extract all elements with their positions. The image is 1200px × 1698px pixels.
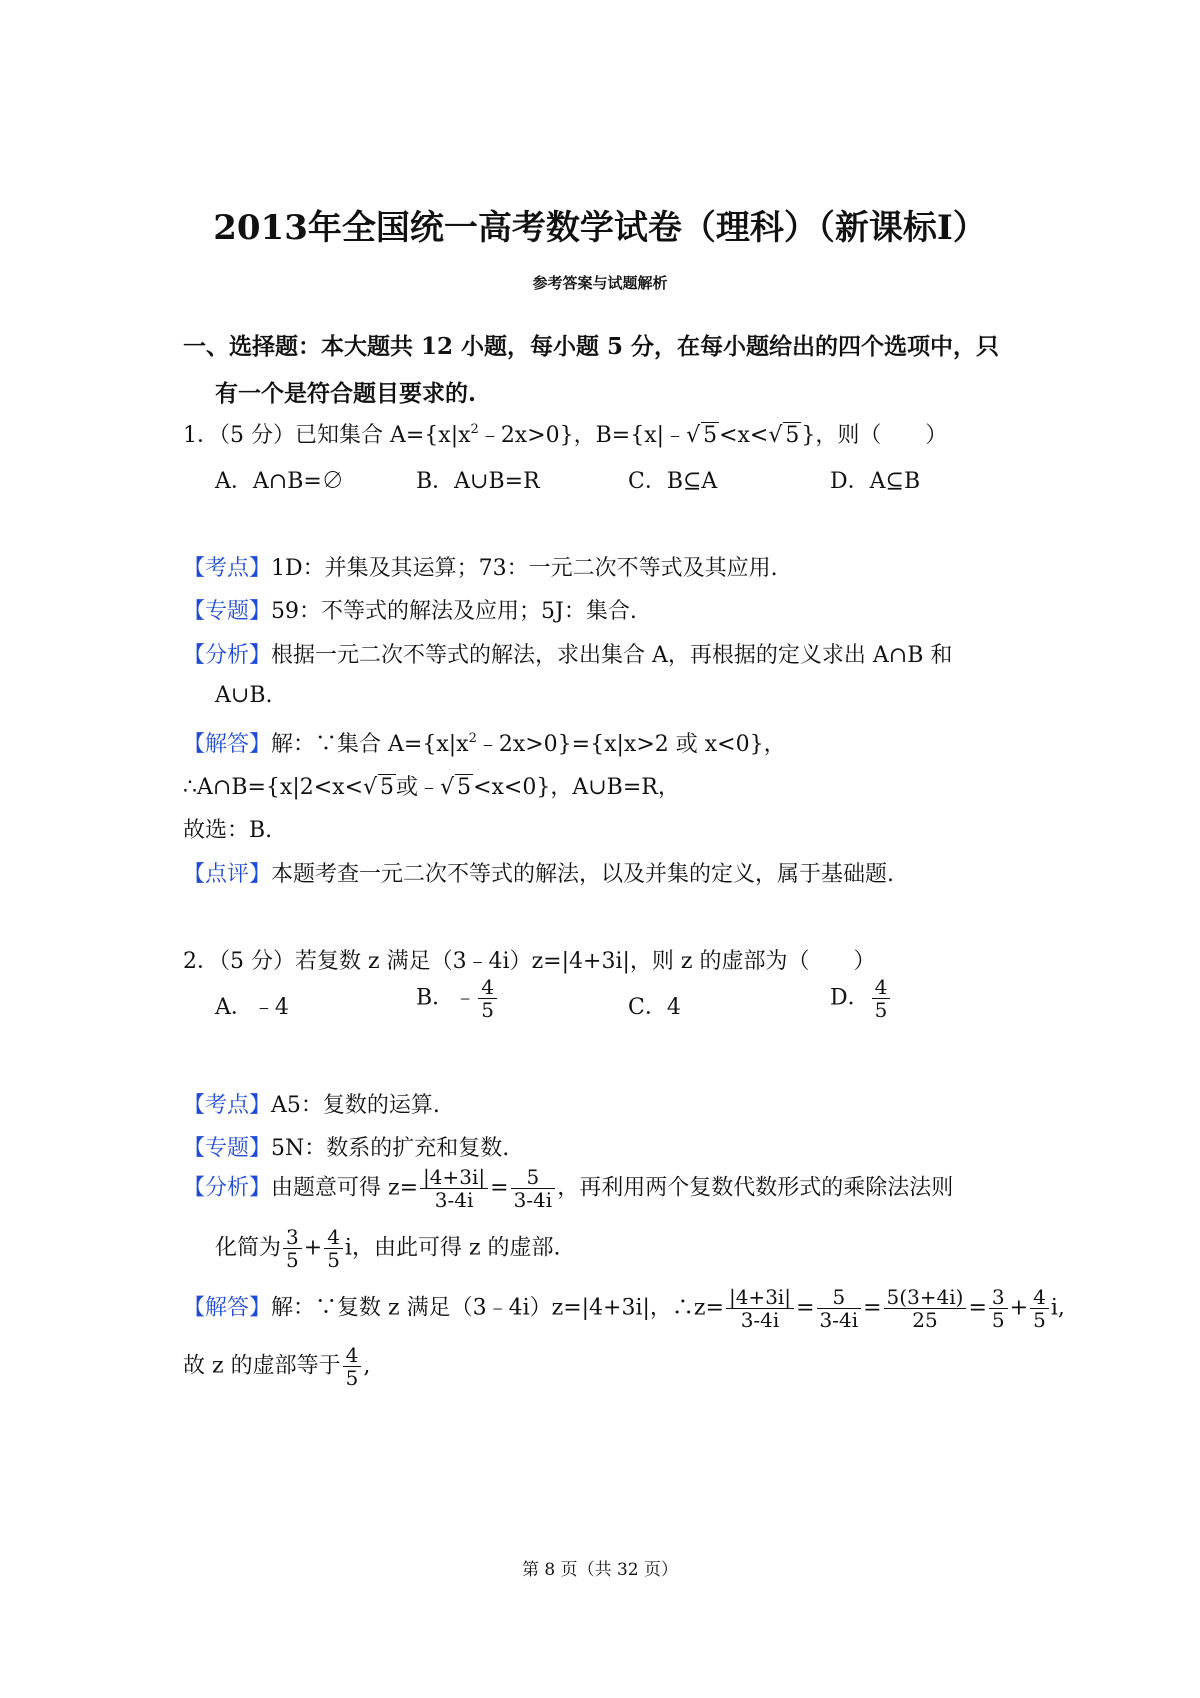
sqrt-5: 5 [785,423,800,448]
page-subtitle: 参考答案与试题解析 [532,274,668,292]
q2-option-c: C．4 [628,995,681,1020]
q2-option-a: A．﹣4 [215,995,289,1020]
q1-fenxi-cont: A∪B. [215,683,273,708]
q2-fenxi: 【分析】由题意可得 z= $\frac{|4+3i|}{3-4i}$ = $\frac{5}{3-4i}$ ，再利用两个复数代数形式的乘除法法则 [183,1165,954,1212]
section-heading-line2: 有一个是符合题目要求的. [215,380,477,407]
q2-jieda-line2: 故 z 的虚部等于 $\frac{4}{5}$ , [183,1343,371,1390]
page-number: 第 8 页（共 32 页） [521,1560,679,1580]
q1-option-c: C．B⊆A [628,469,718,494]
q2-jieda: 【解答】解：∵复数 z 满足（3﹣4i）z=|4+3i|，∴z= $\frac{|4+3i|}{3-4i}$ = $\frac{5}{3-4i}$ = $\frac{5(3+4i)}{25}$ = $\frac{3}{5}$ + $\frac{4}{5}$ i, [183,1285,1065,1332]
q2-option-d: D． $\frac{4}{5}$ [830,976,892,1021]
q1-option-b: B．A∪B=R [416,469,540,494]
q1-fenxi: 【分析】根据一元二次不等式的解法，求出集合 A，再根据的定义求出 A∩B 和 [183,643,953,668]
q1-kaodian: 【考点】1D：并集及其运算；73：一元二次不等式及其应用. [183,556,778,581]
q2-fenxi-cont: 化简为 $\frac{3}{5}$ + $\frac{4}{5}$ i，由此可得 z 的虚部. [215,1225,561,1272]
q2-option-b: B．﹣ $\frac{4}{5}$ [416,976,499,1021]
section-heading-line1: 一、选择题：本大题共 12 小题，每小题 5 分，在每小题给出的四个选项中，只 [183,333,1000,360]
q1-jieda: 【解答】解：∵集合 $A=\{x|x^2﹣2x>0\}=\{x|x>2$ 或 x<0}， [183,731,786,757]
q1-option-d: D．A⊆B [830,469,921,494]
q1-stem: 1．（5 分）已知集合 $A=\{x|x^2﹣2x>0\}$，B={x|﹣√ 5<x<√ 5}，则（ ） [183,422,948,448]
q1-option-a: A．A∩B=∅ [215,469,344,494]
q2-zhuanti: 【专题】5N：数系的扩充和复数. [183,1136,510,1161]
sqrt-5: 5 [703,423,718,448]
q1-dianping: 【点评】本题考查一元二次不等式的解法，以及并集的定义，属于基础题. [183,862,895,887]
q2-stem: 2．（5 分）若复数 z 满足（3﹣4i）z=|4+3i|，则 z 的虚部为（ ） [183,949,876,974]
q1-zhuanti: 【专题】59：不等式的解法及应用；5J：集合. [183,599,637,624]
q2-kaodian: 【考点】A5：复数的运算. [183,1093,440,1118]
q1-jieda-line2: ∴A∩B={x|2<x<√ 5或﹣√ 5<x<0}，A∪B=R， [183,775,680,800]
page-title: 2013年全国统一高考数学试卷（理科）（新课标Ⅰ） [213,208,987,248]
q1-jieda-line3: 故选：B. [183,818,273,843]
